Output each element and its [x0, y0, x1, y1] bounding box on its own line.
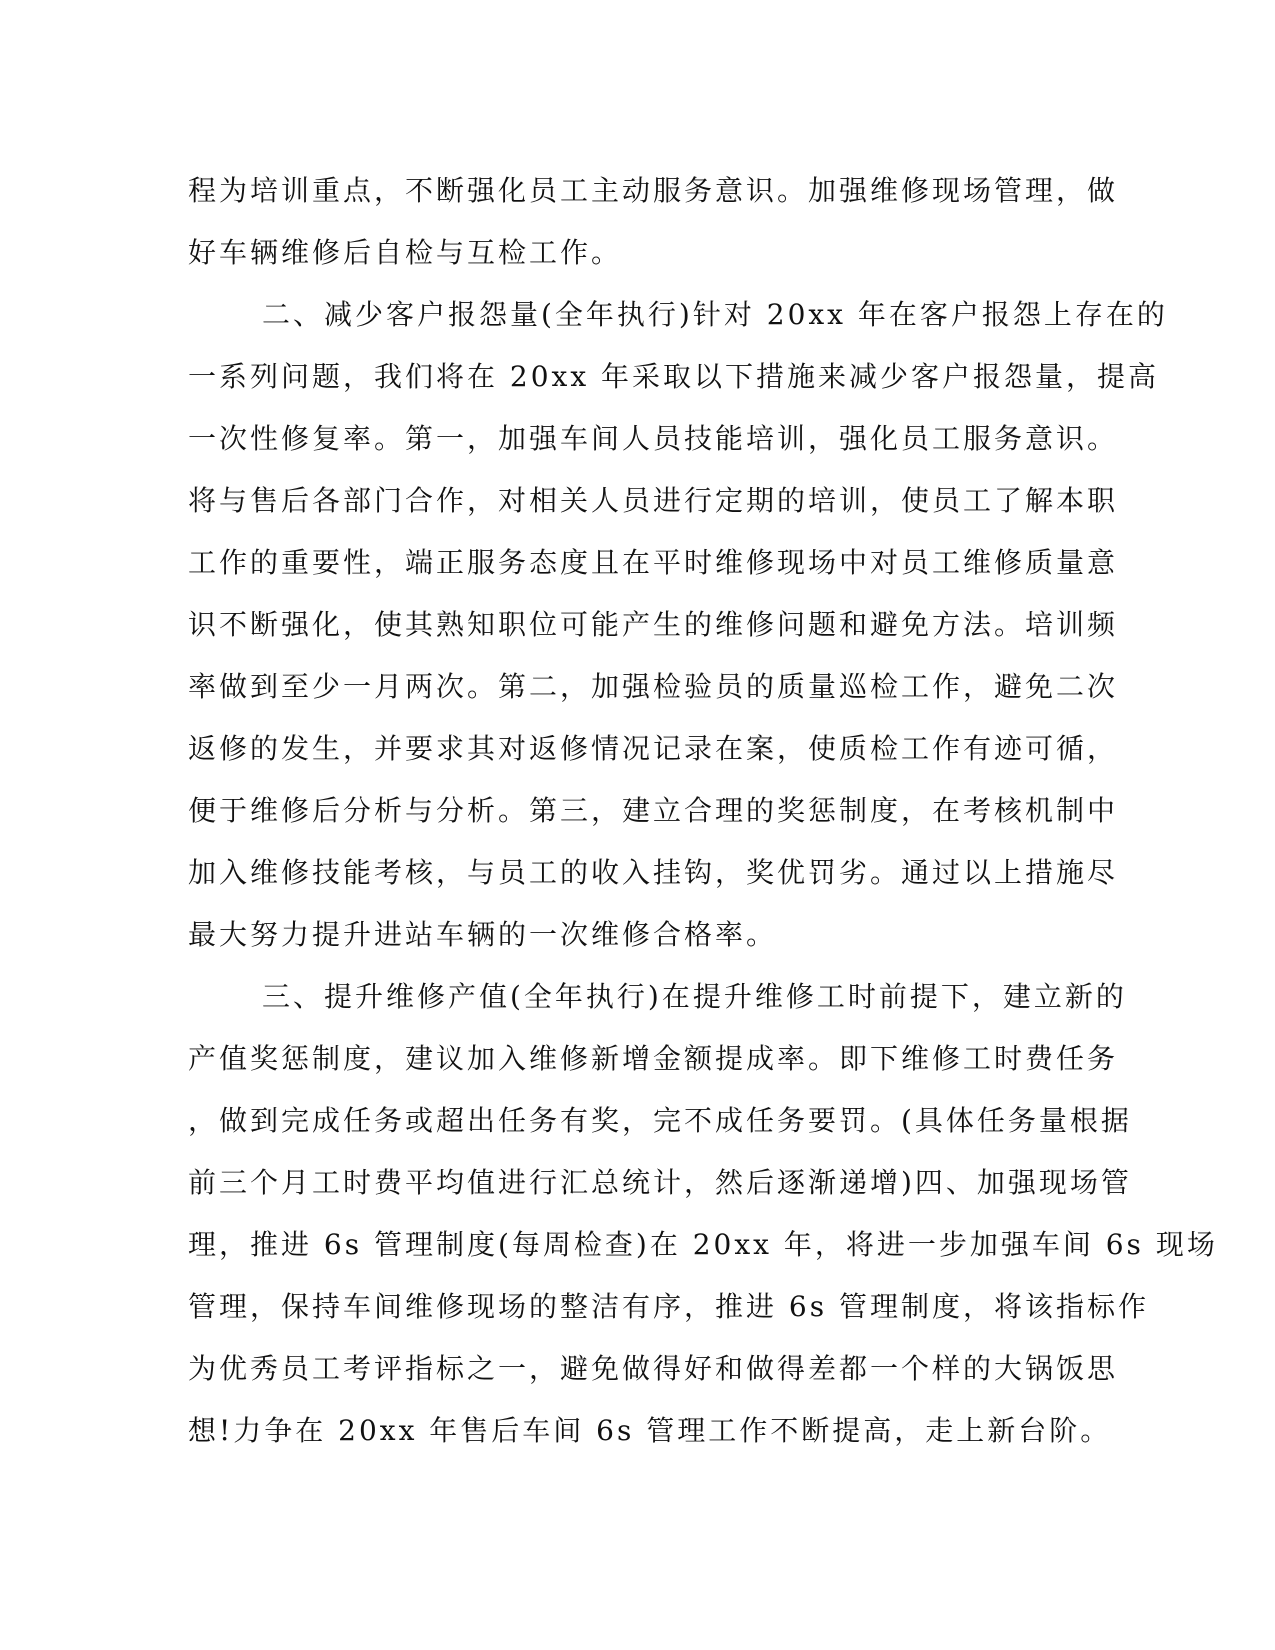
text-line: 识不断强化，使其熟知职位可能产生的维修问题和避免方法。培训频 — [188, 608, 1119, 641]
text-line: 将与售后各部门合作，对相关人员进行定期的培训，使员工了解本职 — [188, 484, 1119, 517]
document-body — [188, 160, 1218, 1462]
text-line: 产值奖惩制度，建议加入维修新增金额提成率。即下维修工时费任务 — [188, 1042, 1119, 1075]
section-heading-line: 二、减少客户报怨量(全年执行)针对 20xx 年在客户报怨上存在的 — [262, 298, 1168, 331]
section-heading-line: 三、提升维修产值(全年执行)在提升维修工时前提下，建立新的 — [262, 980, 1127, 1013]
text-line: 前三个月工时费平均值进行汇总统计，然后逐渐递增)四、加强现场管 — [188, 1166, 1132, 1199]
text-line: 返修的发生，并要求其对返修情况记录在案，使质检工作有迹可循， — [188, 732, 1119, 765]
text-line: 加入维修技能考核，与员工的收入挂钩，奖优罚劣。通过以上措施尽 — [188, 856, 1119, 889]
text-line: 程为培训重点，不断强化员工主动服务意识。加强维修现场管理，做 — [188, 174, 1119, 207]
text-line: 理，推进 6s 管理制度(每周检查)在 20xx 年，将进一步加强车间 6s 现场 — [188, 1228, 1218, 1261]
text-line: 便于维修后分析与分析。第三，建立合理的奖惩制度，在考核机制中 — [188, 794, 1119, 827]
text-line: 一次性修复率。第一，加强车间人员技能培训，强化员工服务意识。 — [188, 422, 1119, 455]
text-line: 想!力争在 20xx 年售后车间 6s 管理工作不断提高，走上新台阶。 — [188, 1414, 1112, 1447]
text-line: 工作的重要性，端正服务态度且在平时维修现场中对员工维修质量意 — [188, 546, 1119, 579]
text-line: 好车辆维修后自检与互检工作。 — [188, 236, 623, 269]
text-line: 最大努力提升进站车辆的一次维修合格率。 — [188, 918, 778, 951]
text-line: 一系列问题，我们将在 20xx 年采取以下措施来减少客户报怨量，提高 — [188, 360, 1160, 393]
text-line: 率做到至少一月两次。第二，加强检验员的质量巡检工作，避免二次 — [188, 670, 1119, 703]
text-line: 为优秀员工考评指标之一，避免做得好和做得差都一个样的大锅饭思 — [188, 1352, 1119, 1385]
text-line: 管理，保持车间维修现场的整洁有序，推进 6s 管理制度，将该指标作 — [188, 1290, 1149, 1323]
text-line: ，做到完成任务或超出任务有奖，完不成任务要罚。(具体任务量根据 — [188, 1104, 1132, 1137]
